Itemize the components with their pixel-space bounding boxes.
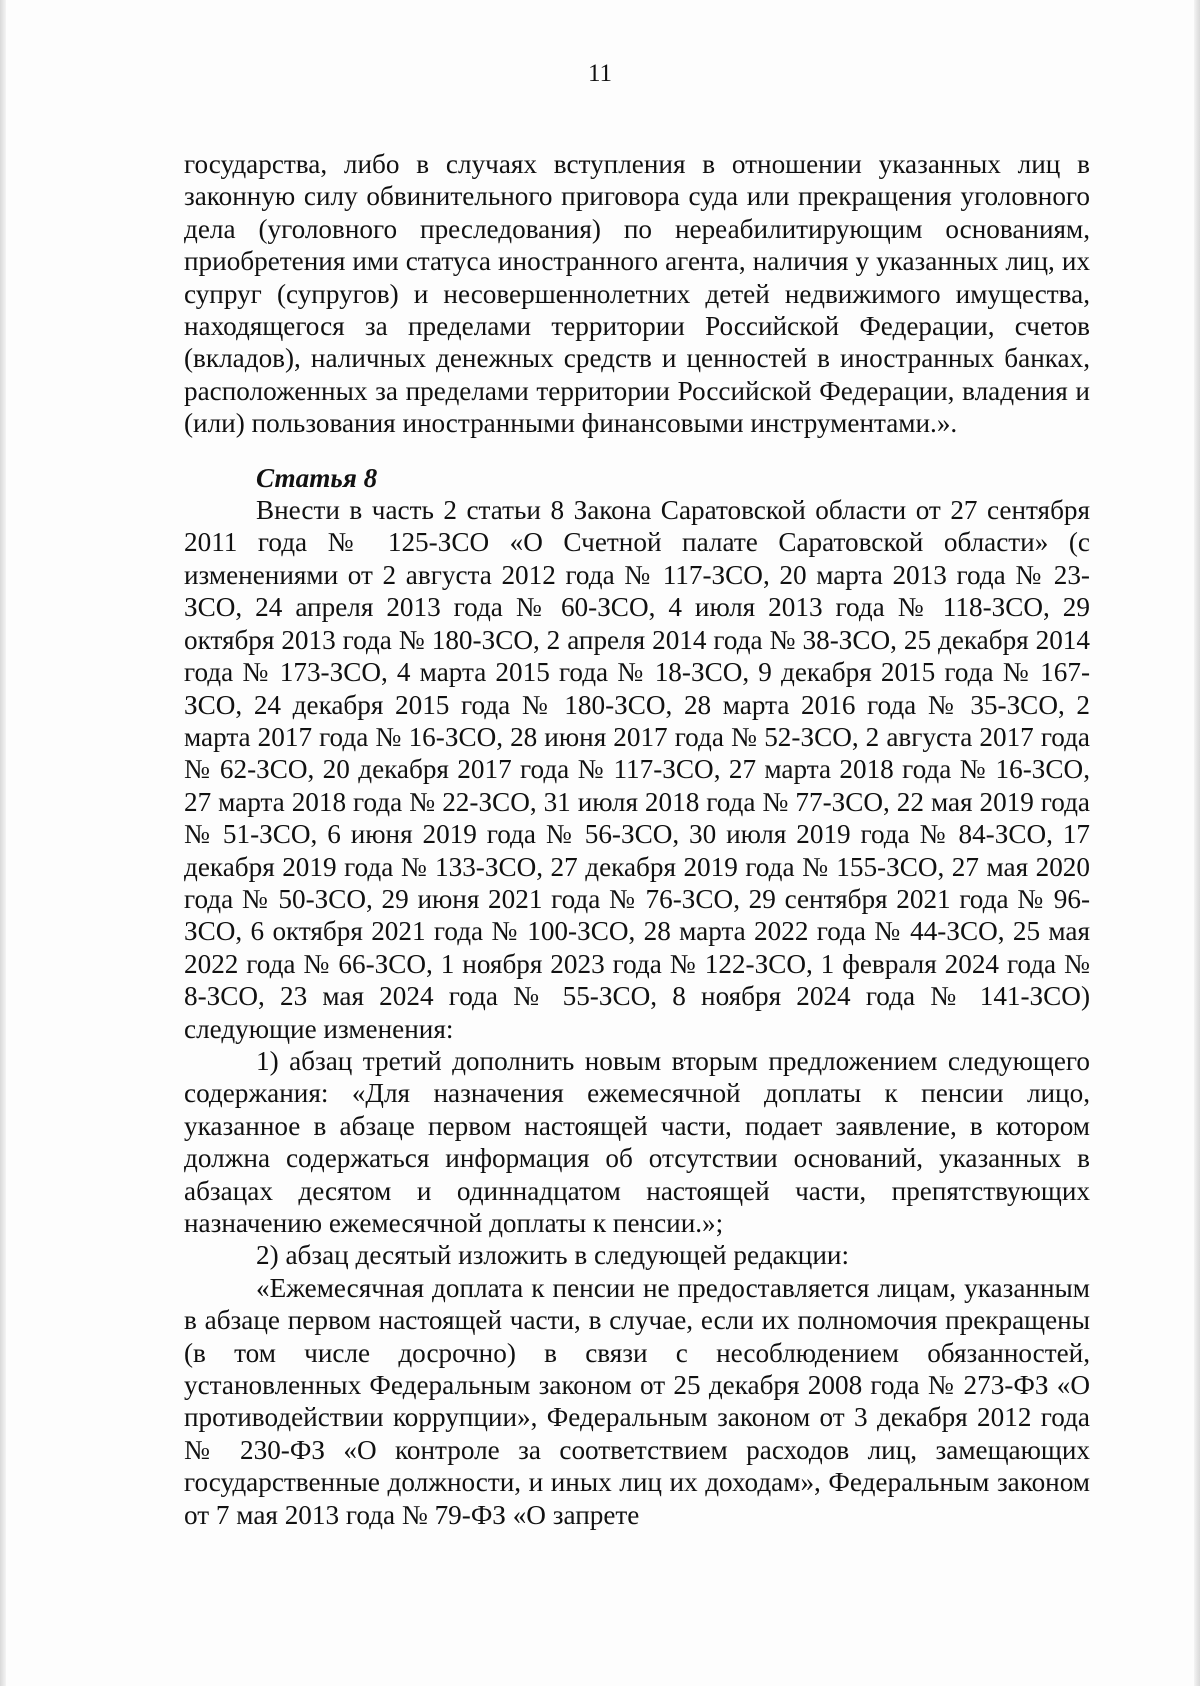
paragraph-amendment-intro: Внести в часть 2 статьи 8 Закона Саратовской области от 27 сентября 2011 года № 125-ЗСО «О Счетной палате Саратовской области» (с изменениями от 2 августа 2012 года № 117-ЗСО, 20 марта 2013 года № 23-ЗСО, 24 апреля 2013 года № 60-ЗСО, 4 июля 2013 года № 118-ЗСО, 29 октября 2013 года № 180-ЗСО, 2 апреля 2014 года № 38-ЗСО, 25 декабря 2014 года № 173-ЗСО, 4 марта 2015 года № 18-ЗСО, 9 декабря 2015 года № 167-ЗСО, 24 декабря 2015 года № 180-ЗСО, 28 марта 2016 года № 35-ЗСО, 2 марта 2017 года № 16-ЗСО, 28 июня 2017 года № 52-ЗСО, 2 августа 2017 года № 62-ЗСО, 20 декабря 2017 года № 117-ЗСО, 27 марта 2018 года № 16-ЗСО, 27 марта 2018 года № 22-ЗСО, 31 июля 2018 года № 77-ЗСО, 22 мая 2019 года № 51-ЗСО, 6 июня 2019 года № 56-ЗСО, 30 июля 2019 года № 84-ЗСО, 17 декабря 2019 года № 133-ЗСО, 27 декабря 2019 года № 155-ЗСО, 27 мая 2020 года № 50-ЗСО, 29 июня 2021 года № 76-ЗСО, 29 сентября 2021 года № 96-ЗСО, 6 октября 2021 года № 100-ЗСО, 28 марта 2022 года № 44-ЗСО, 25 мая 2022 года № 66-ЗСО, 1 ноября 2023 года № 122-ЗСО, 1 февраля 2024 года № 8-ЗСО, 23 мая 2024 года № 55-ЗСО, 8 ноября 2024 года № 141-ЗСО) следующие изменения: xyxy=(184,495,1090,1044)
paragraph-new-wording: «Ежемесячная доплата к пенсии не предоставляется лицам, указанным в абзаце первом настоящей части, в случае, если их полномочия прекращены (в том числе досрочно) в связи с несоблюдением обязанностей, установленных Федеральным законом от 25 декабря 2008 года № 273-ФЗ «О противодействии коррупции», Федеральным законом от 3 декабря 2012 года № 230-ФЗ «О контроле за соответствием расходов лиц, замещающих государственные должности, и иных лиц их доходам», Федеральным законом от 7 мая 2013 года № 79-ФЗ «О запрете xyxy=(184,1272,1090,1530)
paragraph-item-2: 2) абзац десятый изложить в следующей редакции: xyxy=(256,1240,850,1271)
scan-edge-left xyxy=(0,0,6,1686)
paragraph-continuation: государства, либо в случаях вступления в отношении указанных лиц в законную силу обвинительного приговора суда или прекращения уголовного дела (уголовного преследования) по нереабилитирующим основаниям, приобретения ими статуса иностранного агента, наличия у указанных лиц, их супруг (супругов) и несовершеннолетних детей недвижимого имущества, находящегося за пределами территории Российской Федерации, счетов (вкладов), наличных денежных средств и ценностей в иностранных банках, расположенных за пределами территории Российской Федерации, владения и (или) пользования иностранными финансовыми инструментами.». xyxy=(184,149,1090,439)
document-body xyxy=(184,148,1090,1531)
scan-edge-right xyxy=(1194,0,1200,1686)
page-number: 11 xyxy=(587,60,613,87)
paragraph-item-1: 1) абзац третий дополнить новым вторым предложением следующего содержания: «Для назначения ежемесячной доплаты к пенсии лицо, указанное в абзаце первом настоящей части, подает заявление, в котором должна содержаться информация об отсутствии оснований, указанных в абзацах десятом и одиннадцатом настоящей части, препятствующих назначению ежемесячной доплаты к пенсии.»; xyxy=(184,1045,1090,1238)
article-heading: Статья 8 xyxy=(256,462,378,493)
